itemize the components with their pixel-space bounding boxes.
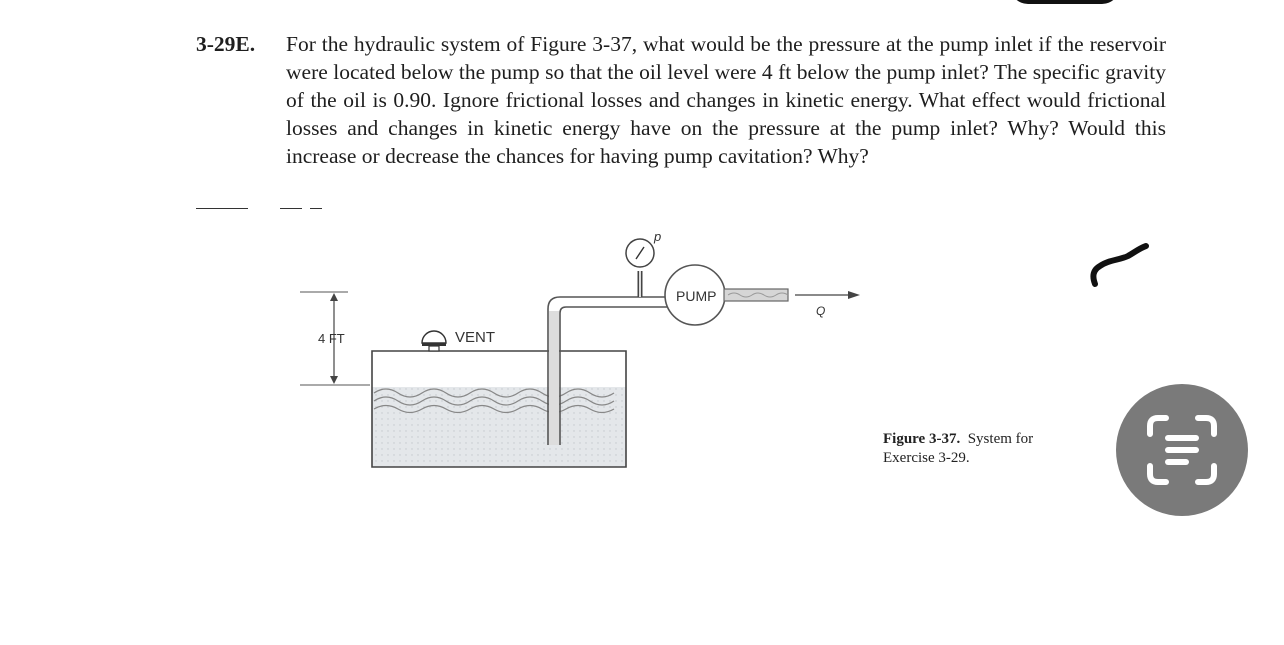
flow-label: Q xyxy=(816,304,826,318)
cropped-next-problem xyxy=(196,208,336,216)
discharge-pipe xyxy=(724,289,788,301)
top-overlay-shape xyxy=(1010,0,1120,4)
problem-statement xyxy=(196,30,1166,170)
caption-title: Figure 3-37. xyxy=(883,431,961,447)
pen-stroke-icon xyxy=(1088,240,1158,290)
hydraulic-system-figure xyxy=(290,225,880,480)
height-label: 4 FT xyxy=(318,331,345,346)
pressure-gauge-icon xyxy=(626,239,654,297)
problem-number: 3-29E. xyxy=(196,32,256,56)
pump-label: PUMP xyxy=(676,288,717,304)
vent-icon xyxy=(422,331,446,351)
vent-label: VENT xyxy=(455,329,496,346)
text-scan-button[interactable] xyxy=(1116,384,1248,516)
pressure-label: p xyxy=(654,229,662,244)
figure-caption xyxy=(883,430,1083,468)
caption-text: System for Exercise 3-29. xyxy=(883,431,1034,466)
problem-text: For the hydraulic system of Figure 3-37, what would be the pressure at the pump inlet if the reservoir were located below the pump so that the oil level were 4 ft below the pump inlet? The specific gravity of the oil is 0.90. Ignore frictional losses and changes in kinetic energy. What effect would frictional losses and changes in kinetic energy have on the pressure at the pump inlet? Why? Would this increase or decrease the chances for having pump cavitation? Why? xyxy=(286,32,1166,168)
text-scan-icon xyxy=(1144,412,1220,488)
